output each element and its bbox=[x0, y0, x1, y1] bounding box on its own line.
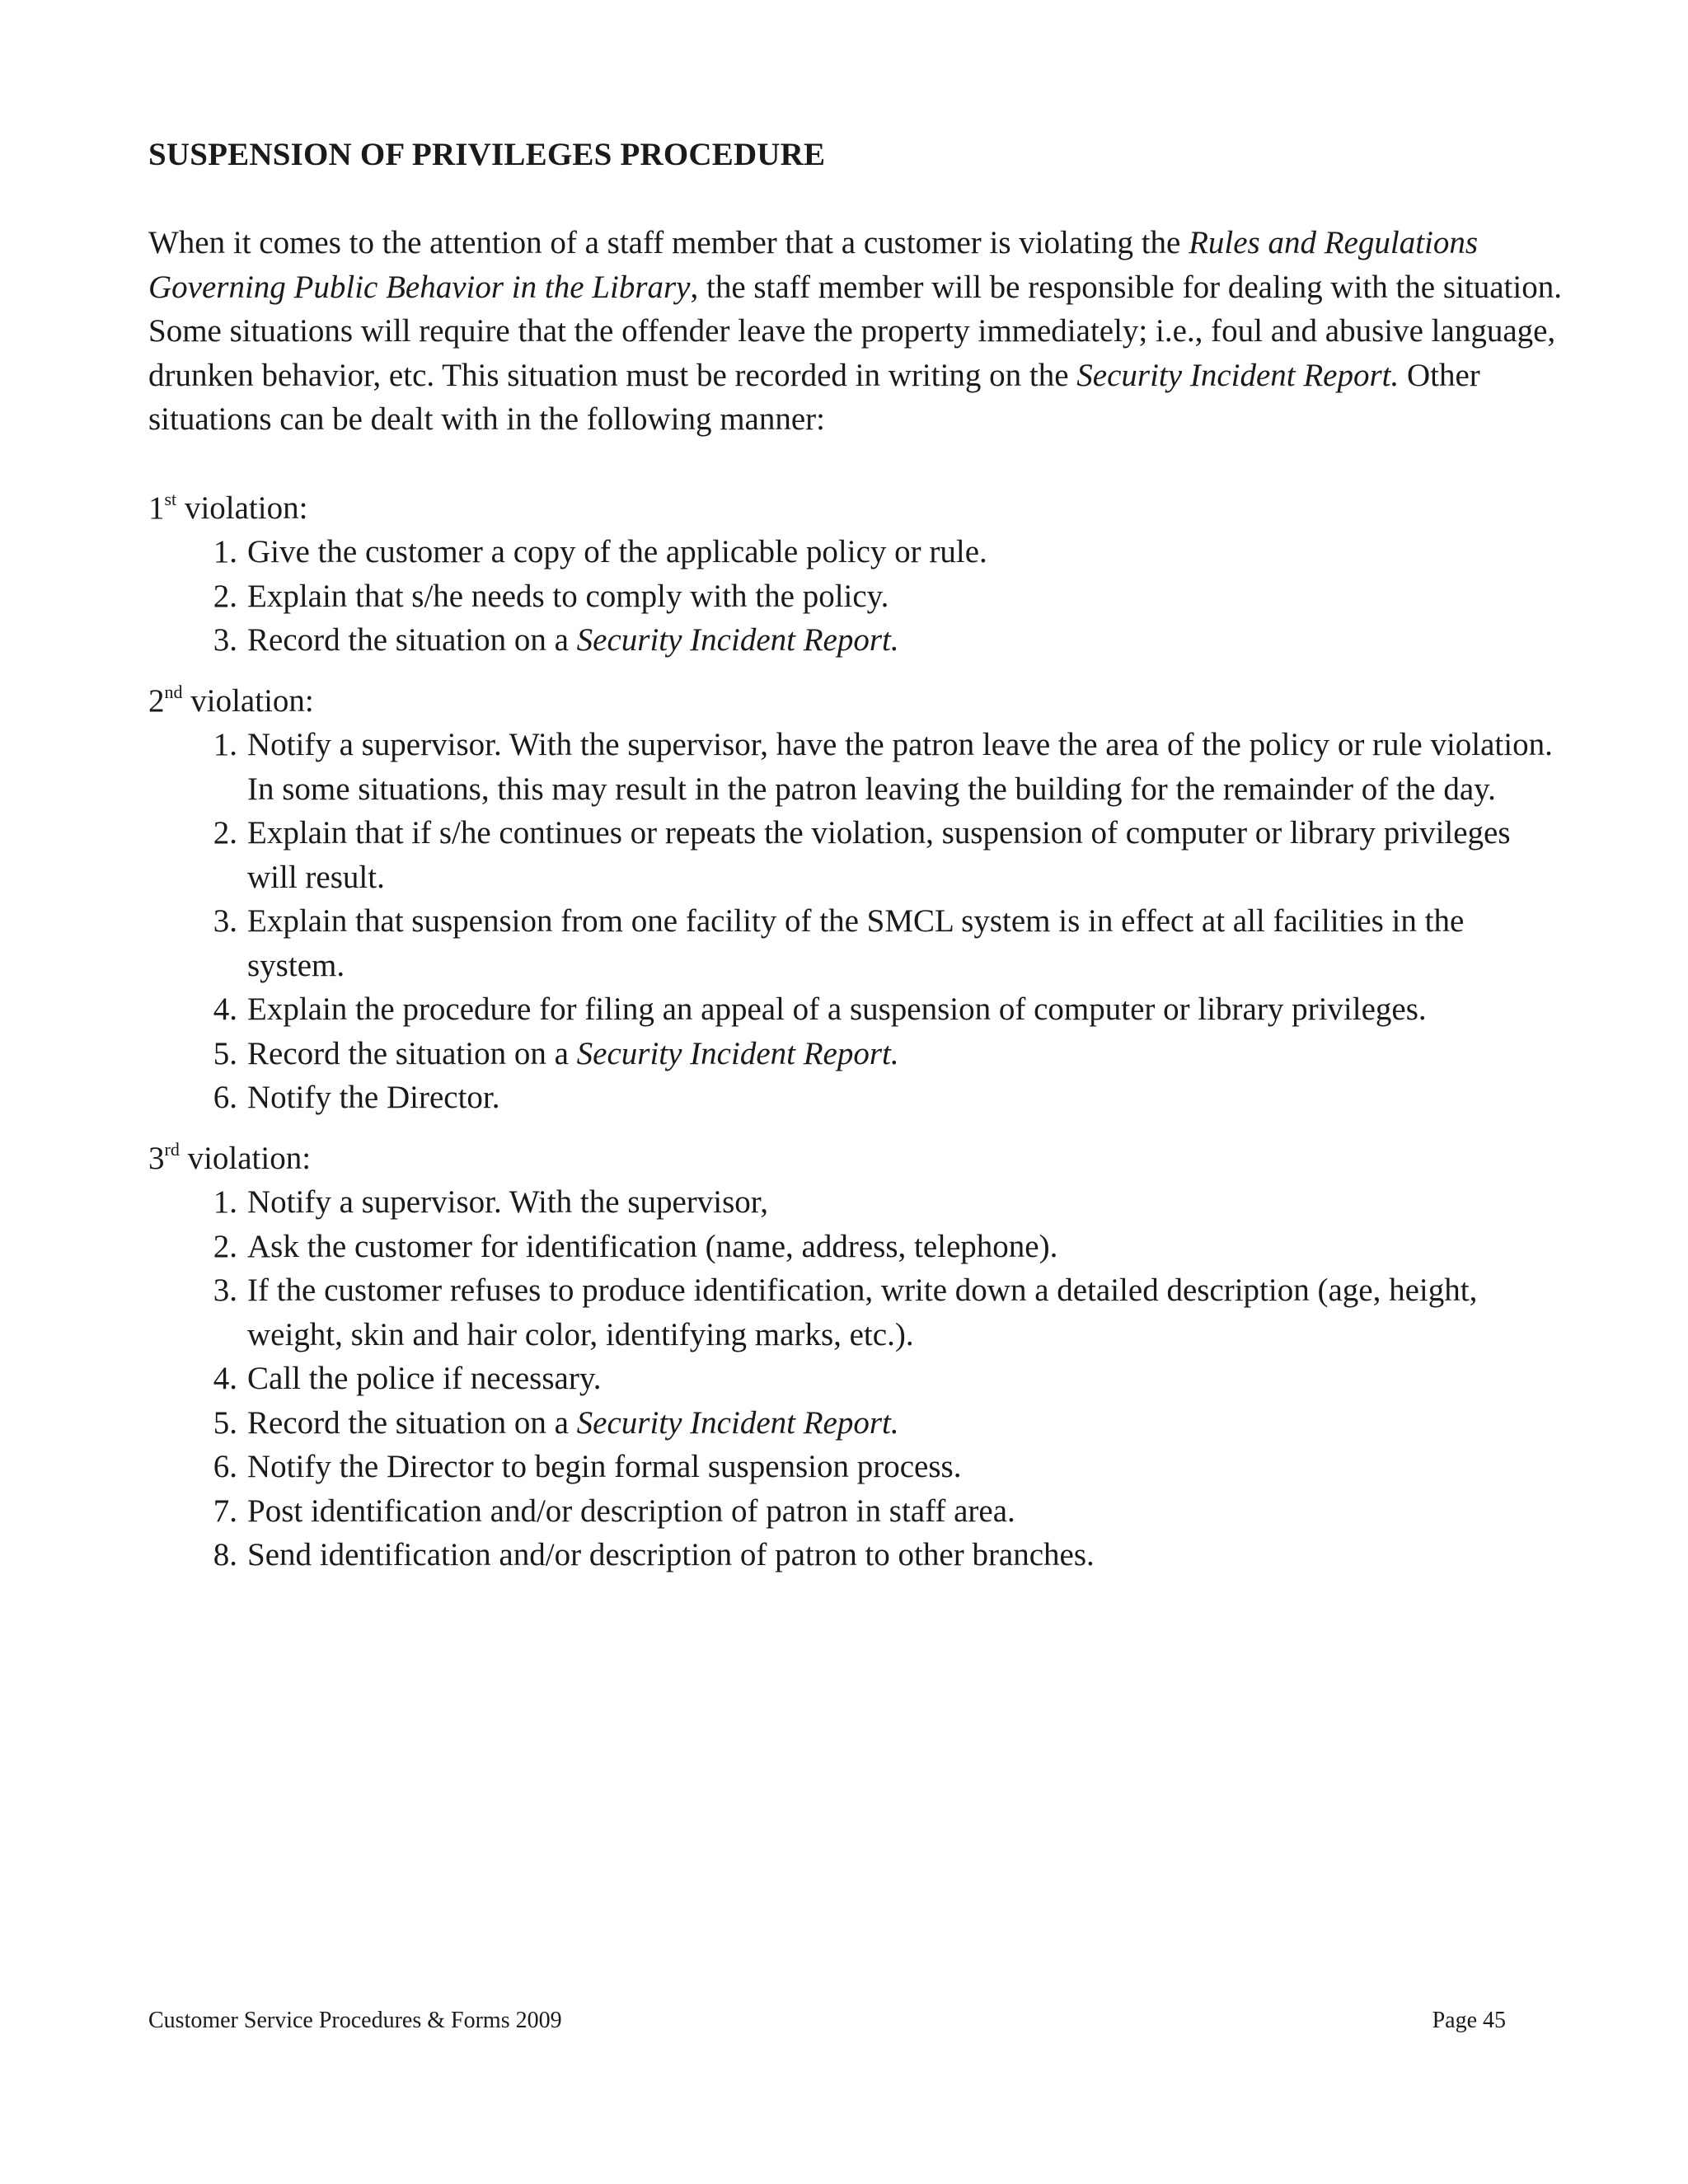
step-number: 1. bbox=[213, 727, 237, 762]
step-number: 6. bbox=[213, 1449, 237, 1484]
ordinal-suffix: rd bbox=[164, 1138, 180, 1160]
step-number: 5. bbox=[213, 1404, 237, 1441]
ordinal-number: 3 bbox=[148, 1140, 165, 1176]
violation-label: violation: bbox=[179, 1140, 312, 1176]
step-text: Post identification and/or description of patron in staff area. bbox=[247, 1493, 1015, 1529]
step-number: 4. bbox=[213, 991, 237, 1027]
list-item bbox=[148, 574, 1566, 619]
violation-label: violation: bbox=[182, 682, 314, 719]
intro-text-2: , the staff member will be responsible for dealing with the situation. Some situations will require that the offender leave the property immediately; i.e., foul and abusive language, drunken behavior, etc. This situation must be recorded in writing on the bbox=[148, 269, 1562, 393]
list-item bbox=[148, 1268, 1566, 1357]
step-text: If the customer refuses to produce identification, write down a detailed description (age, height, weight, skin and hair color, identifying marks, etc.). bbox=[247, 1272, 1478, 1352]
ordinal-suffix: st bbox=[164, 488, 177, 509]
list-item bbox=[148, 1225, 1566, 1269]
step-number: 1. bbox=[213, 1184, 237, 1220]
list-item bbox=[148, 1445, 1566, 1489]
step-text: Explain that suspension from one facility of the SMCL system is in effect at all facilities in the system. bbox=[247, 903, 1465, 983]
step-text: Record the situation on a bbox=[247, 622, 577, 658]
violation-label: violation: bbox=[176, 490, 308, 526]
step-italic: Security Incident Report. bbox=[576, 622, 899, 658]
ordinal-suffix: nd bbox=[164, 681, 183, 702]
list-item bbox=[148, 811, 1566, 899]
violation-heading bbox=[148, 486, 1566, 531]
step-text: Notify a supervisor. With the supervisor, have the patron leave the area of the policy or rule violation. In some situations, this may result in the patron leaving the building for the remainder of the day. bbox=[247, 727, 1553, 807]
step-number: 2. bbox=[213, 1228, 237, 1264]
intro-text-3: Other situations can be dealt with in the following manner: bbox=[148, 357, 1480, 437]
list-item bbox=[148, 899, 1566, 987]
intro-italic-report: Security Incident Report. bbox=[1076, 357, 1400, 393]
step-number: 1. bbox=[213, 534, 237, 569]
step-number: 3. bbox=[213, 1272, 237, 1308]
step-number: 6. bbox=[213, 1080, 237, 1115]
intro-paragraph bbox=[148, 221, 1566, 442]
step-text: Record the situation on a bbox=[247, 1035, 577, 1071]
step-text: Give the customer a copy of the applicable policy or rule. bbox=[247, 534, 987, 569]
step-italic: Security Incident Report. bbox=[576, 1035, 899, 1071]
violation-section-2 bbox=[148, 679, 1566, 1120]
page-title: SUSPENSION OF PRIVILEGES PROCEDURE bbox=[148, 137, 826, 172]
steps-list bbox=[148, 723, 1566, 1120]
ordinal-number: 2 bbox=[148, 682, 165, 719]
step-number: 8. bbox=[213, 1537, 237, 1572]
step-number: 4. bbox=[213, 1361, 237, 1396]
document-page bbox=[148, 132, 1566, 1594]
step-text: Explain the procedure for filing an appeal of a suspension of computer or library privileges. bbox=[247, 991, 1427, 1027]
violation-section-3 bbox=[148, 1137, 1566, 1577]
step-text: Explain that if s/he continues or repeats the violation, suspension of computer or library privileges will result. bbox=[247, 815, 1511, 895]
step-number: 2. bbox=[213, 815, 237, 851]
step-text: Call the police if necessary. bbox=[247, 1361, 602, 1396]
footer-document-title: Customer Service Procedures & Forms 2009 bbox=[148, 2008, 562, 2033]
list-item bbox=[148, 1489, 1566, 1534]
list-item bbox=[148, 1076, 1566, 1120]
step-number: 3. bbox=[213, 622, 237, 658]
step-text: Explain that s/he needs to comply with the policy. bbox=[247, 578, 889, 614]
list-item bbox=[148, 1401, 1566, 1446]
step-text: Notify the Director. bbox=[247, 1080, 500, 1115]
steps-list bbox=[148, 1180, 1566, 1577]
step-text: Notify a supervisor. With the supervisor, bbox=[247, 1184, 768, 1220]
ordinal-number: 1 bbox=[148, 490, 165, 526]
violation-heading bbox=[148, 679, 1566, 724]
list-item bbox=[148, 530, 1566, 574]
intro-italic-rules: Rules and Regulations Governing Public Behavior in the Library bbox=[148, 225, 1479, 305]
step-number: 7. bbox=[213, 1493, 237, 1529]
violation-heading bbox=[148, 1137, 1566, 1181]
step-number: 3. bbox=[213, 903, 237, 939]
steps-list bbox=[148, 530, 1566, 663]
list-item bbox=[148, 618, 1566, 663]
step-text: Send identification and/or description of patron to other branches. bbox=[247, 1537, 1095, 1572]
step-italic: Security Incident Report. bbox=[576, 1404, 899, 1441]
list-item bbox=[148, 1533, 1566, 1577]
step-text: Notify the Director to begin formal suspension process. bbox=[247, 1449, 962, 1484]
list-item bbox=[148, 987, 1566, 1032]
footer-page-number: Page 45 bbox=[1432, 2008, 1506, 2033]
list-item bbox=[148, 723, 1566, 811]
step-number: 2. bbox=[213, 578, 237, 614]
step-text: Ask the customer for identification (name, address, telephone). bbox=[247, 1228, 1058, 1264]
list-item bbox=[148, 1032, 1566, 1076]
step-text: Record the situation on a bbox=[247, 1404, 577, 1441]
step-number: 5. bbox=[213, 1035, 237, 1071]
list-item bbox=[148, 1357, 1566, 1401]
violation-section-1 bbox=[148, 486, 1566, 663]
intro-text-1: When it comes to the attention of a staff member that a customer is violating the bbox=[148, 225, 1189, 260]
list-item bbox=[148, 1180, 1566, 1225]
